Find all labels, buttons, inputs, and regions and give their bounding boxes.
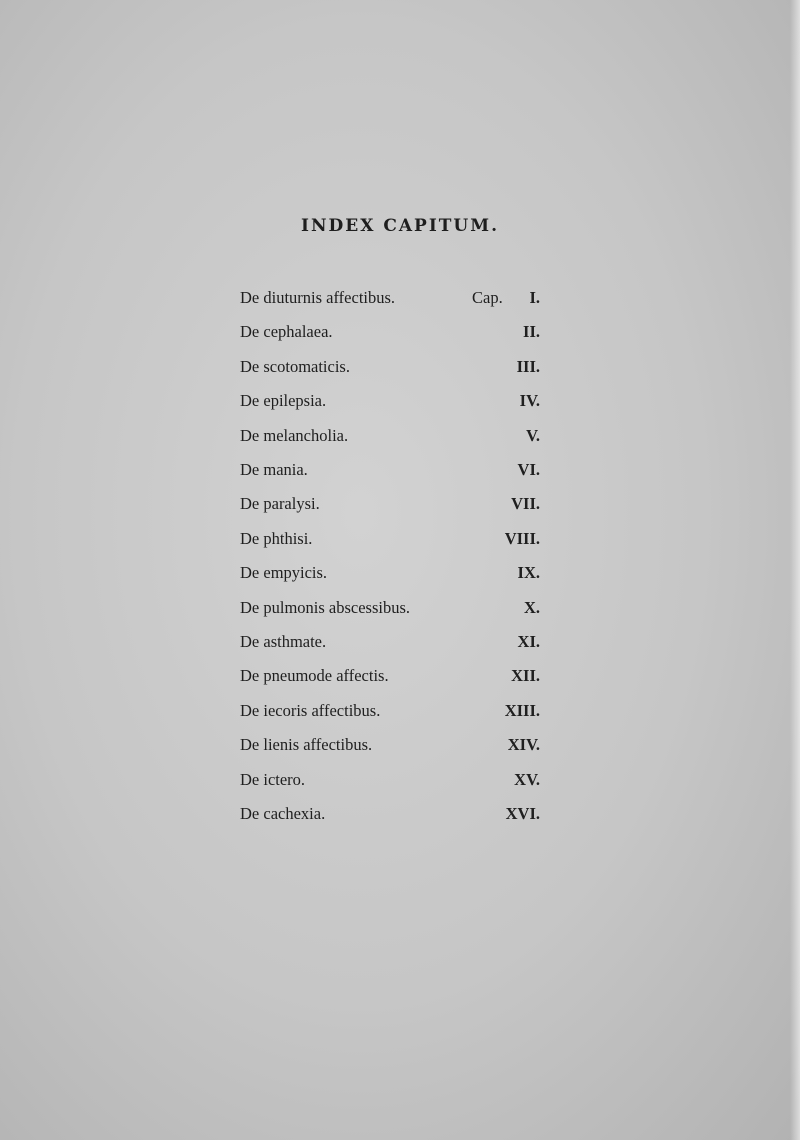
index-entry xyxy=(240,804,560,828)
index-entry xyxy=(240,666,560,690)
index-entry xyxy=(240,529,560,553)
cap-label: Cap. xyxy=(472,288,503,307)
chapter-number: V. xyxy=(526,425,540,445)
chapter-name: De pulmonis abscessibus. xyxy=(240,597,411,617)
chapter-number: II. xyxy=(523,322,540,342)
index-entry xyxy=(240,322,560,346)
chapter-number: VI. xyxy=(517,460,540,479)
chapter-number: I. xyxy=(529,288,540,307)
index-entry xyxy=(240,770,560,794)
chapter-number: VII. xyxy=(511,494,540,514)
chapter-number: XIII. xyxy=(504,700,540,720)
chapter-name: De phthisi. xyxy=(240,528,313,548)
index-entry xyxy=(240,288,560,312)
chapter-number: III. xyxy=(516,356,540,376)
chapter-name: De lienis affectibus. xyxy=(240,735,373,755)
chapter-number: XII. xyxy=(511,666,540,686)
chapter-name: De paralysi. xyxy=(240,494,320,514)
chapter-name: De cephalaea. xyxy=(240,322,333,342)
chapter-number: IX. xyxy=(517,563,540,583)
chapter-name: De mania. xyxy=(240,460,308,479)
chapter-name: De diuturnis affectibus. xyxy=(240,288,396,307)
chapter-name: De epilepsia. xyxy=(240,391,327,411)
index-entry xyxy=(240,391,560,415)
chapter-name: De pneumode affectis. xyxy=(240,666,389,686)
chapter-number: X. xyxy=(523,597,540,617)
index-entry xyxy=(240,460,560,484)
chapter-number: XV. xyxy=(514,769,540,789)
page-title: INDEX CAPITUM. xyxy=(301,216,499,236)
index-entry xyxy=(240,426,560,450)
chapter-number: IV. xyxy=(519,391,540,411)
chapter-number: XIV. xyxy=(507,735,540,755)
chapter-name: De scotomaticis. xyxy=(240,356,350,376)
chapter-number: XVI. xyxy=(505,804,540,823)
chapter-name: De iecoris affectibus. xyxy=(240,700,381,720)
chapter-name: De melancholia. xyxy=(240,425,349,445)
index-entry xyxy=(240,735,560,759)
chapter-name: De ictero. xyxy=(240,769,306,789)
chapter-name: De empyicis. xyxy=(240,563,328,583)
index-entry xyxy=(240,598,560,622)
index-entry xyxy=(240,357,560,381)
chapter-number: XI. xyxy=(517,632,540,651)
index-entry xyxy=(240,494,560,518)
index-entry xyxy=(240,563,560,587)
chapter-number: VIII. xyxy=(504,528,540,548)
index-entry xyxy=(240,701,560,725)
chapter-name: De asthmate. xyxy=(240,632,327,651)
index-entry xyxy=(240,632,560,656)
chapter-name: De cachexia. xyxy=(240,804,326,823)
